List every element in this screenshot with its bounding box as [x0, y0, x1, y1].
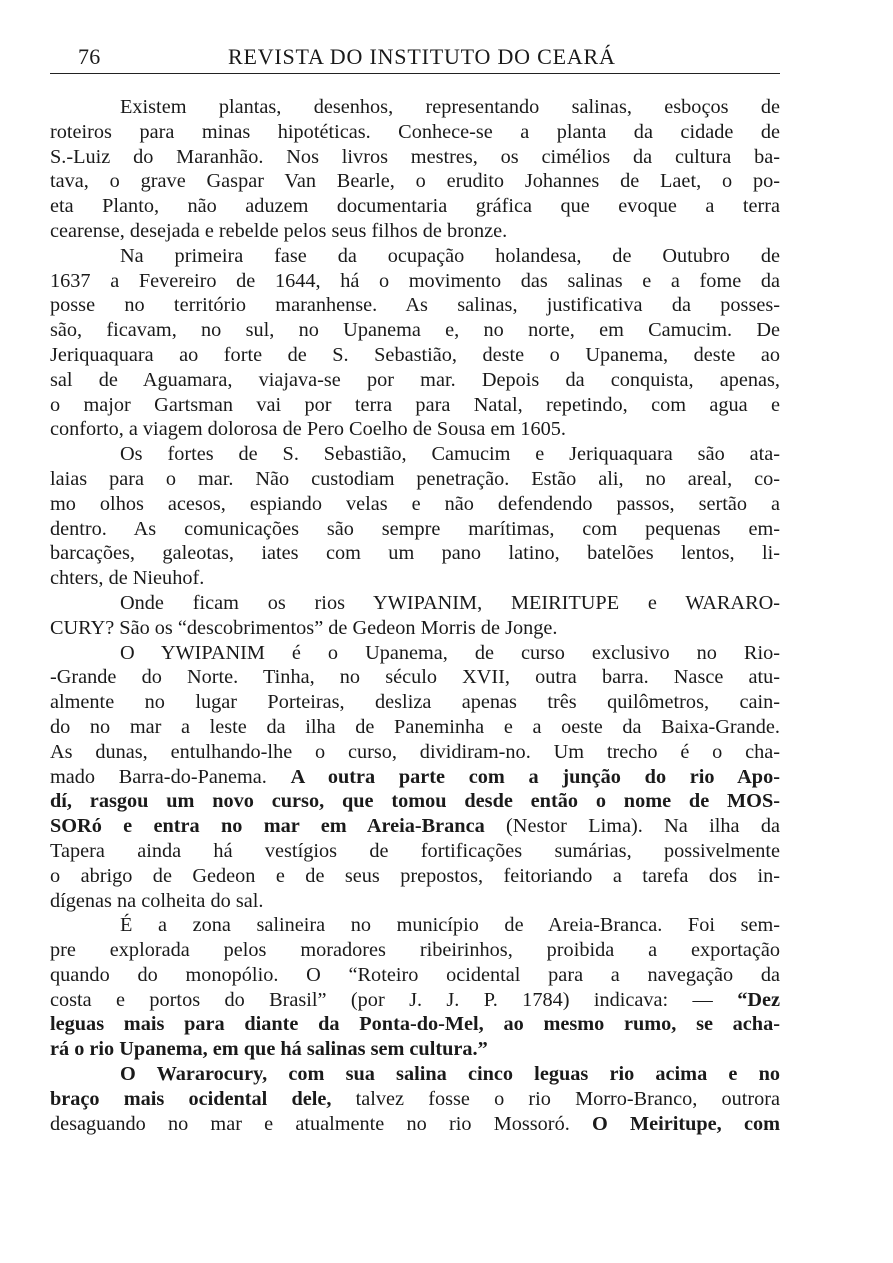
text-line: S.-Luiz do Maranhão. Nos livros mestres, os cimélios da cultura ba-: [50, 145, 780, 168]
text-line: costa e portos do Brasil” (por J. J. P. 1784) indicava: — “Dez: [50, 988, 780, 1011]
text-line: cearense, desejada e rebelde pelos seus filhos de bronze.: [50, 219, 508, 242]
running-head: [50, 44, 782, 72]
text-line: do no mar a leste da ilha de Paneminha e a oeste da Baixa-Grande.: [50, 715, 780, 738]
text-line: eta Planto, não aduzem documentaria gráfica que evoque a terra: [50, 195, 780, 218]
text-line: o major Gartsman vai por terra para Natal, repetindo, com agua e: [50, 393, 780, 416]
text-line: desaguando no mar e atualmente no rio Mossoró. O Meiritupe, com: [50, 1112, 780, 1135]
text-line: tava, o grave Gaspar Van Bearle, o erudito Johannes de Laet, o po-: [50, 170, 780, 193]
text-line: almente no lugar Porteiras, desliza apenas três quilômetros, cain-: [50, 691, 780, 714]
text-line: dígenas na colheita do sal.: [50, 889, 264, 912]
text-line: O YWIPANIM é o Upanema, de curso exclusivo no Rio-: [120, 641, 780, 664]
text-line: pre explorada pelos moradores ribeirinhos, proibida a exportação: [50, 939, 780, 962]
text-line: braço mais ocidental dele, talvez fosse o rio Morro-Branco, outrora: [50, 1087, 781, 1110]
text-line: barcações, galeotas, iates com um pano latino, batelões lentos, li-: [50, 542, 780, 565]
page-number: 76: [78, 44, 101, 69]
text-line: 1637 a Fevereiro de 1644, há o movimento das salinas e a fome da: [50, 269, 780, 292]
text-line: Na primeira fase da ocupação holandesa, de Outubro de: [120, 244, 780, 267]
text-line: roteiros para minas hipotéticas. Conhece-se a planta da cidade de: [50, 120, 780, 143]
text-line: dentro. As comunicações são sempre marítimas, com pequenas em-: [50, 517, 780, 540]
body-text: [50, 95, 780, 1136]
header-rule: [50, 73, 780, 74]
text-line: Jeriquaquara ao forte de S. Sebastião, deste o Upanema, deste ao: [50, 343, 780, 366]
text-line: -Grande do Norte. Tinha, no século XVII, outra barra. Nasce atu-: [50, 666, 780, 689]
text-line: CURY? São os “descobrimentos” de Gedeon Morris de Jonge.: [50, 616, 558, 639]
text-line: dí, rasgou um novo curso, que tomou desde então o nome de MOS-: [50, 790, 780, 813]
text-line: leguas mais para diante da Ponta-do-Mel, ao mesmo rumo, se acha-: [50, 1013, 780, 1036]
text-line: O Wararocury, com sua salina cinco leguas rio acima e no: [120, 1063, 780, 1086]
journal-title: REVISTA DO INSTITUTO DO CEARÁ: [228, 44, 616, 69]
text-line: chters, de Nieuhof.: [50, 567, 205, 590]
text-line: Existem plantas, desenhos, representando salinas, esboços de: [120, 96, 780, 118]
text-line: SORó e entra no mar em Areia-Branca (Nestor Lima). Na ilha da: [50, 815, 780, 838]
text-line: quando do monopólio. O “Roteiro ocidental para a navegação da: [50, 963, 780, 986]
text-line: posse no território maranhense. As salinas, justificativa da posses-: [50, 294, 780, 317]
text-line: sal de Aguamara, viajava-se por mar. Depois da conquista, apenas,: [50, 368, 780, 391]
text-line: Os fortes de S. Sebastião, Camucim e Jeriquaquara são ata-: [120, 443, 780, 466]
text-line: É a zona salineira no município de Areia-Branca. Foi sem-: [120, 914, 780, 937]
text-line: As dunas, entulhando-lhe o curso, dividiram-no. Um trecho é o cha-: [50, 740, 780, 763]
text-line: Tapera ainda há vestígios de fortificações sumárias, possivelmente: [50, 839, 780, 862]
text-line: são, ficavam, no sul, no Upanema e, no norte, em Camucim. De: [50, 319, 780, 342]
text-line: laias para o mar. Não custodiam penetração. Estão ali, no areal, co-: [50, 467, 780, 490]
text-line: mo olhos acesos, espiando velas e não defendendo passos, sertão a: [50, 492, 780, 515]
text-line: conforto, a viagem dolorosa de Pero Coelho de Sousa em 1605.: [50, 418, 566, 441]
text-line: rá o rio Upanema, em que há salinas sem cultura.”: [50, 1038, 488, 1061]
text-line: o abrigo de Gedeon e de seus prepostos, feitoriando a tarefa dos in-: [50, 864, 780, 887]
text-line: mado Barra-do-Panema. A outra parte com a junção do rio Apo-: [50, 765, 780, 788]
text-line: Onde ficam os rios YWIPANIM, MEIRITUPE e WARARO-: [120, 591, 780, 614]
